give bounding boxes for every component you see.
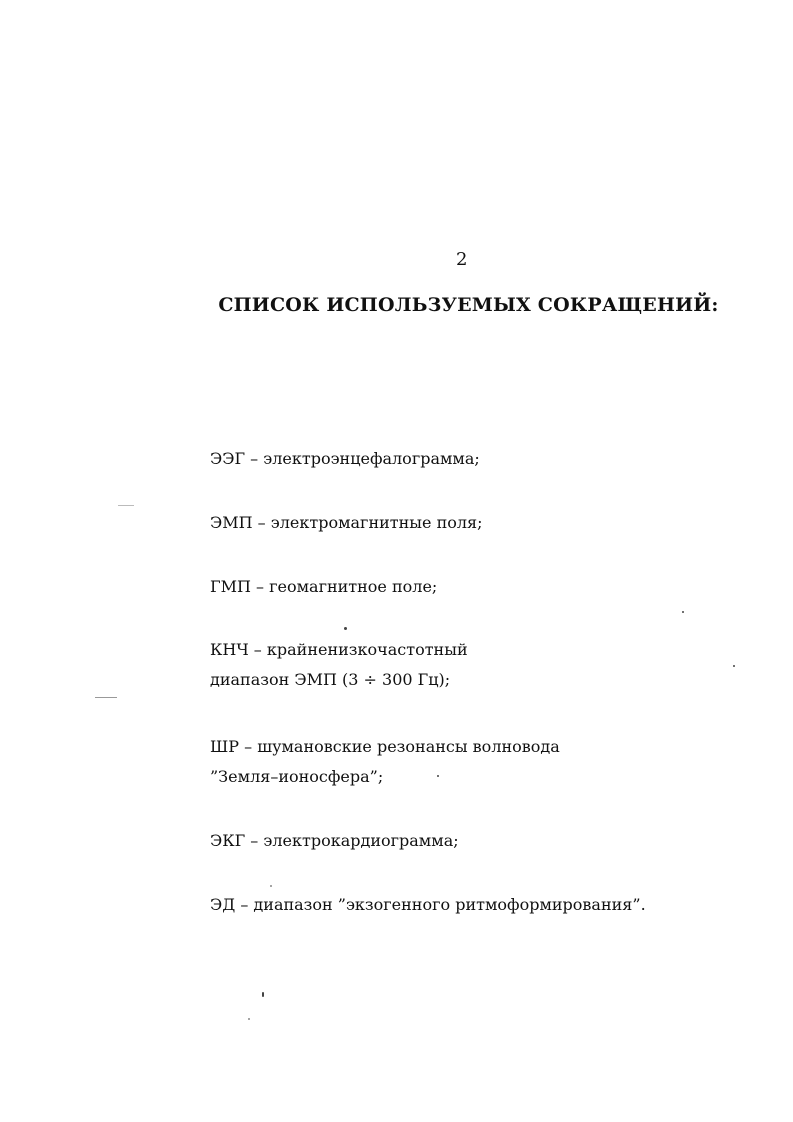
scan-speck: [248, 1018, 250, 1020]
scan-speck: [733, 665, 735, 667]
abbreviation-line: ЭКГ – электрокардиограмма;: [210, 831, 459, 850]
scan-speck: [437, 775, 439, 777]
page-title: СПИСОК ИСПОЛЬЗУЕМЫХ СОКРАЩЕНИЙ:: [218, 294, 719, 316]
scan-mark: [95, 697, 117, 698]
abbreviation-entry: [210, 890, 646, 920]
scan-speck: [270, 885, 272, 887]
scan-mark: [118, 505, 134, 506]
abbreviation-line: ЭМП – электромагнитные поля;: [210, 513, 483, 532]
abbreviation-line: ЭД – диапазон ”экзогенного ритмоформирования”.: [210, 895, 646, 914]
abbreviation-line: ”Земля–ионосфера”;: [210, 767, 384, 786]
scan-speck: [262, 992, 264, 997]
abbreviation-entry: [210, 508, 483, 538]
abbreviation-line: ГМП – геомагнитное поле;: [210, 577, 438, 596]
scan-speck: [682, 611, 684, 613]
abbreviation-entry: [210, 635, 468, 695]
abbreviation-entry: [210, 444, 480, 474]
page-number: 2: [456, 249, 468, 270]
abbreviation-entry: [210, 572, 437, 602]
abbreviation-entry: [210, 826, 459, 856]
abbreviation-entry: [210, 732, 560, 792]
abbreviation-line: КНЧ – крайненизкочастотный: [210, 640, 468, 659]
scan-speck: [344, 627, 347, 630]
abbreviation-line: ЭЭГ – электроэнцефалограмма;: [210, 449, 480, 468]
abbreviation-line: диапазон ЭМП (3 ÷ 300 Гц);: [210, 670, 451, 689]
abbreviation-line: ШР – шумановские резонансы волновода: [210, 737, 560, 756]
